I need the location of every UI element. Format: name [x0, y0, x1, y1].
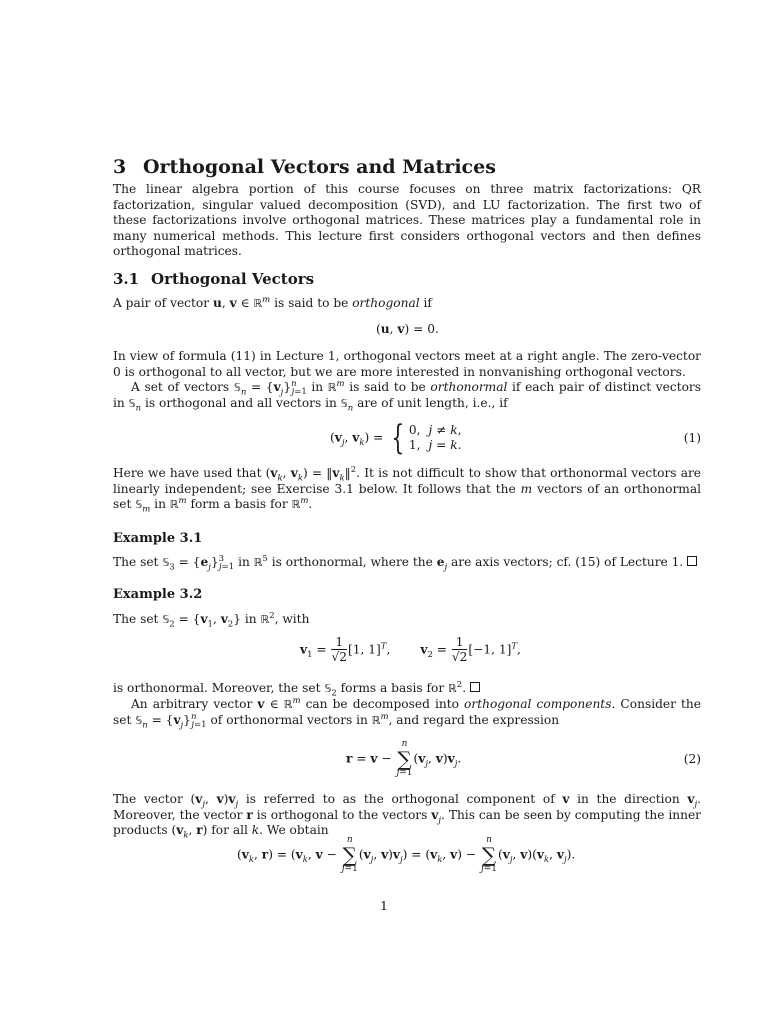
equation-orthogonal: (u, v) = 0. [376, 322, 439, 336]
section-number: 3 [113, 156, 127, 178]
equation-label-2: (2) [683, 752, 701, 766]
definition-orthogonal: A pair of vector u, v ∈ ℝ$^m$ is said to be orthogonal if [113, 294, 432, 310]
paragraph-right-angle: In view of formula (11) in Lecture 1, orthogonal vectors meet at a right angle. The zero-vector 0 is orthogonal to all vector, but we are more interested in nonvanishing orthogonal vectors. [113, 349, 701, 379]
intro-paragraph: The linear algebra portion of this course focuses on three matrix factorizations: QR factorization, singular valued decomposition (SVD), and LU factorization. The first two of these factorizations involve orthogonal matrices. These matrices play a fundamental role in many numerical methods. This lecture first considers orthogonal vectors and then defines orthogonal matrices. [113, 182, 701, 259]
equation-residual: r = v − n ∑ $j=1(v_j$, $v)v_j$. [346, 739, 462, 778]
definition-orthonormal: A set of vectors 𝕊$_n$ = $\{v_j\}^n_{j=1}$ in ℝ$^m$ is said to be orthonormal if each pair of distinct vectors in 𝕊$_n$ is orthogonal and all vectors in 𝕊$_n$ are of unit length, i.e., if [113, 378, 702, 414]
qed-icon [470, 682, 480, 692]
subsection-heading [113, 270, 314, 288]
paragraph-basis: is orthonormal. Moreover, the set 𝕊$_2$ forms a basis for ℝ$^2$. [113, 681, 701, 697]
equation-inner-products: ($v_k$, $r) = (v_k$, v − n ∑ $j=1(v_j$, $v)v_j) = (v_k$, v) − n ∑ $j=1(v_j$, $v)(v_k$, $v_j$). [237, 835, 576, 874]
term-orthogonal-components: orthogonal components [464, 697, 612, 711]
equation-example-vectors: $v_1$ = $\frac{1}{√2}$ [1, 1]$^T$, $v_2$ = $\frac{1}{√2}$ [−1, 1]$^T$, [300, 635, 521, 664]
subsection-number: 3.1 [113, 270, 140, 288]
paragraph-linear-independence: Here we have used that ($v_k$, $v_k$) = $‖v_k‖^2$. It is not difficult to show that orthonormal vectors are linearly independent; see Exercise 3.1 below. It follows that the m vectors of an orthonormal set 𝕊$_m$ in ℝ$^m$ form a basis for ℝ$^m$. [113, 464, 702, 515]
page-number: 1 [380, 898, 388, 913]
qed-icon [687, 556, 697, 566]
example-3-1-title: Example 3.1 [113, 531, 203, 546]
equation-orthonormal: ($v_j$, $v_k$) = { 0, j ≠ k, 1, j = k. [330, 418, 462, 458]
section-heading [113, 156, 496, 178]
example-3-1-text: The set 𝕊$_3$ = $\{e_j\}^3_{j=1}$ in ℝ$^5$ is orthonormal, where the $e_j$ are axis vectors; cf. (15) of Lecture 1. [113, 555, 701, 571]
term-orthonormal: orthonormal [430, 380, 508, 394]
subsection-title: Orthogonal Vectors [151, 270, 315, 288]
equation-label-1: (1) [683, 431, 701, 445]
example-3-2-text: The set 𝕊$_2$ = {$v_1$, $v_2$} in ℝ$^2$, with [113, 610, 310, 630]
section-title: Orthogonal Vectors and Matrices [143, 156, 496, 178]
term-orthogonal: orthogonal [352, 296, 420, 310]
paragraph-orthogonal-component: The vector ($v_j$, $v)v_j$ is referred to as the orthogonal component of v in the direction $v_j$. Moreover, the vector r is orthogonal to the vectors $v_j$. This can be seen by computing the inner products ($v_k$, r) for all k. We obtain [113, 792, 701, 841]
example-3-2-title: Example 3.2 [113, 587, 203, 602]
paragraph-orthogonal-components: An arbitrary vector v ∈ ℝ$^m$ can be decomposed into orthogonal components. Consider the set 𝕊$_n$ = $\{v_j\}^n_{j=1}$ of orthonormal vectors in ℝ$^m$, and regard the expression [113, 695, 701, 731]
